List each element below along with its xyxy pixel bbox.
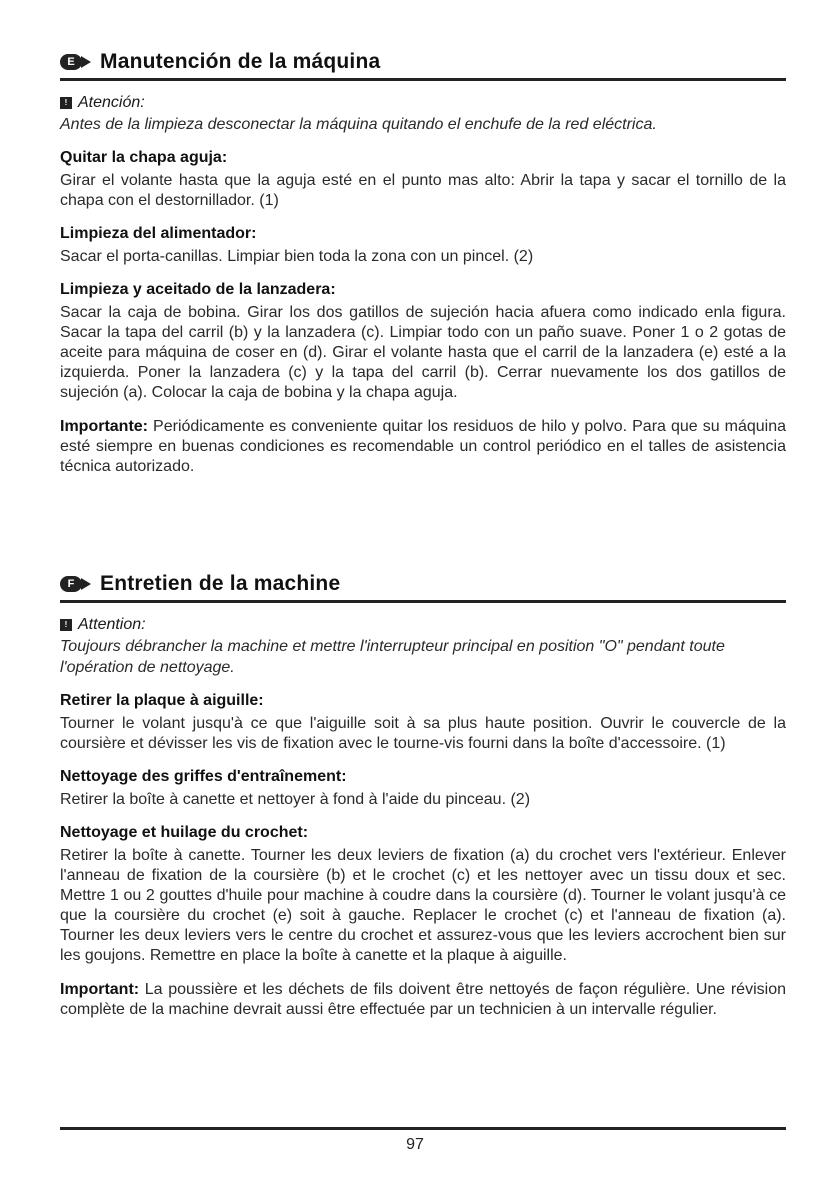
section-header xyxy=(60,50,786,81)
section-french xyxy=(60,572,786,1020)
important-body: Periódicamente es conveniente quitar los residuos de hilo y polvo. Para que su máquina esté siempre en buenas condiciones es recomendable un control periódico en el talles de asistencia técnica autorizado. xyxy=(60,418,787,475)
important-label: Importante: xyxy=(60,418,148,435)
important-note xyxy=(60,980,786,1020)
language-badge-icon: F xyxy=(60,576,82,592)
subsection-heading: Nettoyage des griffes d'entraînement: xyxy=(60,768,347,785)
subsection-heading: Retirer la plaque à aiguille: xyxy=(60,692,264,709)
section-title: Manutención de la máquina xyxy=(100,50,381,73)
attention-row xyxy=(60,94,786,112)
important-label: Important: xyxy=(60,981,140,998)
subsection-heading: Limpieza del alimentador: xyxy=(60,225,257,242)
subsection-text: Retirer la boîte à canette et nettoyer à fond à l'aide du pinceau. (2) xyxy=(60,791,531,808)
warning-flag-icon: ! xyxy=(60,619,72,631)
language-badge-icon: E xyxy=(60,54,82,70)
subsection-text: Sacar el porta-canillas. Limpiar bien toda la zona con un pincel. (2) xyxy=(60,248,534,265)
subsection-text: Tourner le volant jusqu'à ce que l'aiguille soit à sa plus haute position. Ouvrir le couvercle de la coursière et dévisser les vis de fixation avec le tourne-vis fourni dans la boîte d'accessoire. (1) xyxy=(60,715,786,752)
warning-flag-icon: ! xyxy=(60,97,72,109)
attention-label: Attention: xyxy=(78,616,146,633)
bottom-rule xyxy=(60,1127,786,1130)
attention-row xyxy=(60,616,786,634)
important-note xyxy=(60,417,786,477)
subsection-text: Sacar la caja de bobina. Girar los dos gatillos de sujeción hacia afuera como indicado enla figura. Sacar la tapa del carril (b) y la lanzadera (c). Limpiar todo con un paño suave. Poner 1 o 2 gotas de aceite para máquina de coser en (d). Girar el volante hasta que el carril de la lanzadera (e) esté a la izquierda. Poner la lanzadera (c) y la tapa del carril (b). Cerrar nuevamente los dos gatillos de sujeción (a). Colocar la caja de bobina y la chapa aguja. xyxy=(60,304,786,401)
subsection-text: Girar el volante hasta que la aguja esté en el punto mas alto: Abrir la tapa y sacar el tornillo de la chapa con el destornillador. (1) xyxy=(60,172,786,209)
section-spanish xyxy=(60,50,786,477)
attention-text: Toujours débrancher la machine et mettre l'interrupteur principal en position "O" pendant toute l'opération de nettoyage. xyxy=(60,638,725,676)
subsection-heading: Nettoyage et huilage du crochet: xyxy=(60,824,309,841)
section-header xyxy=(60,572,786,603)
subsection-heading: Quitar la chapa aguja: xyxy=(60,149,228,166)
important-body: La poussière et les déchets de fils doivent être nettoyés de façon régulière. Une révision complète de la machine devrait aussi être effectuée par un technicien à un intervalle régulier. xyxy=(60,981,786,1018)
subsection-heading: Limpieza y aceitado de la lanzadera: xyxy=(60,281,336,298)
section-title: Entretien de la machine xyxy=(100,572,341,595)
subsection-text: Retirer la boîte à canette. Tourner les deux leviers de fixation (a) du crochet vers l'extérieur. Enlever l'anneau de fixation de la coursière (b) et le crochet (c) et les nettoyer avec un tissu doux et sec. Mettre 1 ou 2 gouttes d'huile pour machine à coudre dans la coursière (d). Tourner le volant jusqu'à ce que la coursière du crochet (e) soit à gauche. Replacer le crochet (c) et l'anneau de fixation (a). Tourner les deux leviers vers le centre du crochet et assurez-vous que les leviers accrochent bien sur les goujons. Remettre en place la boîte à canette et la plaque à aiguille. xyxy=(60,847,786,964)
attention-text: Antes de la limpieza desconectar la máquina quitando el enchufe de la red eléctrica. xyxy=(60,116,657,133)
attention-label: Atención: xyxy=(78,94,145,111)
page-number: 97 xyxy=(406,1136,424,1153)
